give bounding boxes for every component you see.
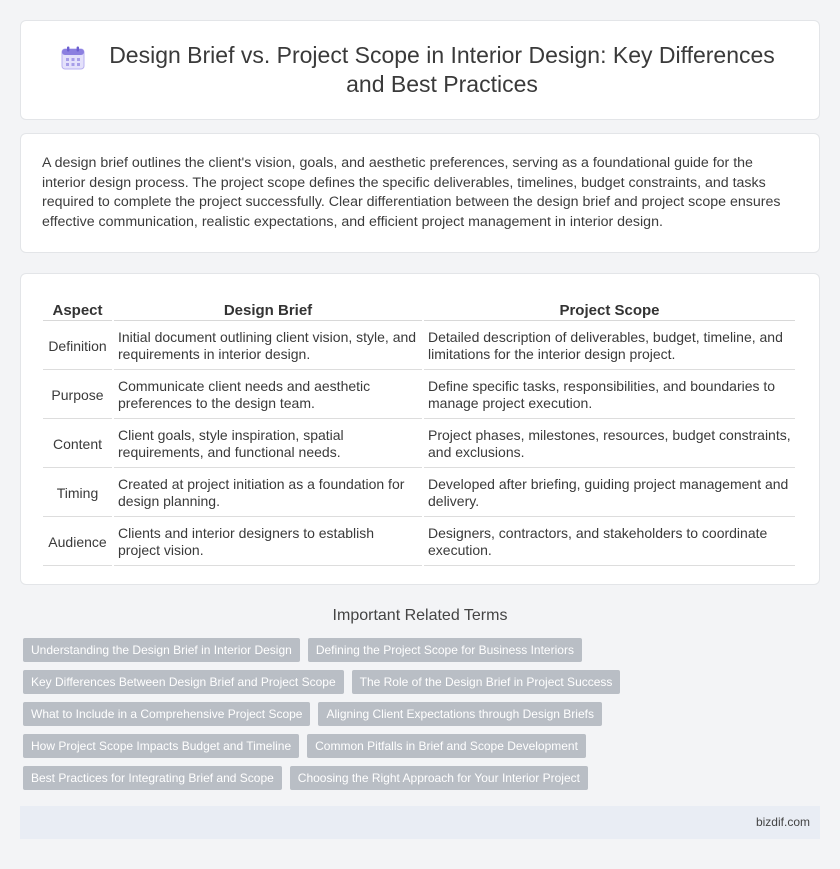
footer <box>20 806 820 839</box>
row-scope: Detailed description of deliverables, budget, timeline, and limitations for the interior design project. <box>424 323 795 370</box>
header-aspect: Aspect <box>43 296 112 321</box>
tag-row <box>23 734 803 766</box>
intro-card <box>20 133 820 253</box>
row-brief: Initial document outlining client vision, style, and requirements in interior design. <box>114 323 422 370</box>
row-aspect: Purpose <box>43 372 112 419</box>
table-row <box>43 372 795 419</box>
row-brief: Client goals, style inspiration, spatial requirements, and functional needs. <box>114 421 422 468</box>
related-term-link[interactable]: The Role of the Design Brief in Project Success <box>352 670 621 694</box>
related-term-link[interactable]: Defining the Project Scope for Business Interiors <box>308 638 582 662</box>
table-header-row <box>43 296 795 321</box>
related-term-link[interactable]: Key Differences Between Design Brief and Project Scope <box>23 670 344 694</box>
table-row <box>43 519 795 566</box>
row-brief: Created at project initiation as a foundation for design planning. <box>114 470 422 517</box>
row-scope: Define specific tasks, responsibilities, and boundaries to manage project execution. <box>424 372 795 419</box>
related-term-link[interactable]: Best Practices for Integrating Brief and Scope <box>23 766 282 790</box>
header-design-brief: Design Brief <box>114 296 422 321</box>
related-term-link[interactable]: Common Pitfalls in Brief and Scope Development <box>307 734 586 758</box>
tag-row <box>23 766 803 798</box>
tag-row <box>23 670 803 702</box>
header-project-scope: Project Scope <box>424 296 795 321</box>
comparison-card <box>20 273 820 585</box>
related-terms-list <box>23 638 803 798</box>
tag-row <box>23 638 803 670</box>
row-scope: Designers, contractors, and stakeholders to coordinate execution. <box>424 519 795 566</box>
title-wrap <box>60 41 780 99</box>
table-row <box>43 323 795 370</box>
related-term-link[interactable]: Understanding the Design Brief in Interior Design <box>23 638 300 662</box>
row-aspect: Audience <box>43 519 112 566</box>
header-card <box>20 20 820 120</box>
related-term-link[interactable]: Choosing the Right Approach for Your Interior Project <box>290 766 588 790</box>
comparison-table <box>41 294 797 568</box>
related-term-link[interactable]: How Project Scope Impacts Budget and Timeline <box>23 734 299 758</box>
row-scope: Developed after briefing, guiding project management and delivery. <box>424 470 795 517</box>
page-title: Design Brief vs. Project Scope in Interior Design: Key Differences and Best Practices <box>109 42 775 97</box>
related-term-link[interactable]: Aligning Client Expectations through Design Briefs <box>318 702 601 726</box>
row-aspect: Content <box>43 421 112 468</box>
table-row <box>43 470 795 517</box>
row-brief: Communicate client needs and aesthetic preferences to the design team. <box>114 372 422 419</box>
related-terms-title: Important Related Terms <box>332 607 508 624</box>
calendar-icon <box>60 45 86 71</box>
row-scope: Project phases, milestones, resources, budget constraints, and exclusions. <box>424 421 795 468</box>
intro-paragraph: A design brief outlines the client's vision, goals, and aesthetic preferences, serving as a foundational guide for the interior design process. The project scope defines the specific deliverables, timelines, budget constraints, and tasks required to complete the project successfully. Clear differentiation between the design brief and project scope ensures effective communication, realistic expectations, and efficient project management in interior design. <box>42 155 781 230</box>
row-brief: Clients and interior designers to establish project vision. <box>114 519 422 566</box>
footer-site-link[interactable]: bizdif.com <box>755 815 810 829</box>
table-row <box>43 421 795 468</box>
row-aspect: Timing <box>43 470 112 517</box>
row-aspect: Definition <box>43 323 112 370</box>
tag-row <box>23 702 803 734</box>
related-term-link[interactable]: What to Include in a Comprehensive Project Scope <box>23 702 310 726</box>
